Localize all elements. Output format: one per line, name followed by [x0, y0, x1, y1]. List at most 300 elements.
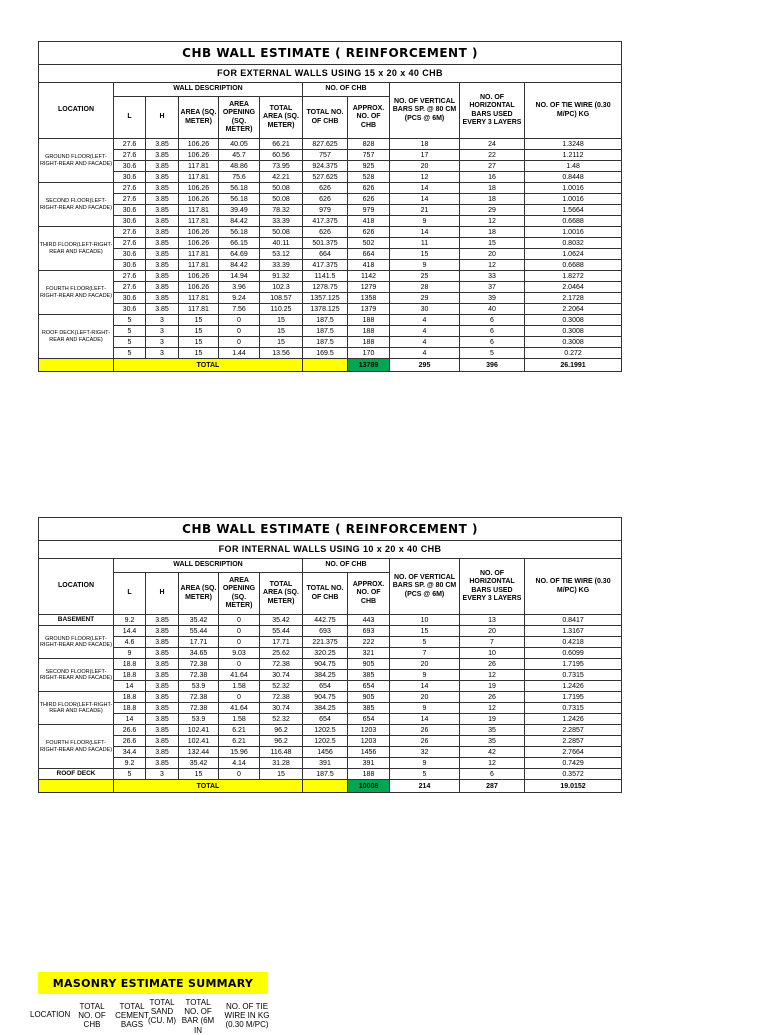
height-cell: 3.85: [146, 692, 179, 703]
table-row: [39, 172, 622, 183]
summary-sand-header: TOTAL SAND (CU. M): [148, 998, 176, 1026]
area-cell: 53.9: [179, 681, 219, 692]
area-cell: 35.42: [179, 758, 219, 769]
tie-wire-cell: 1.0016: [525, 194, 622, 205]
total-no-chb-cell: 417.375: [303, 260, 348, 271]
location-header: LOCATION: [39, 559, 114, 615]
area-opening-cell: 84.42: [219, 260, 260, 271]
total-no-chb-cell: 979: [303, 205, 348, 216]
height-cell: 3.85: [146, 150, 179, 161]
area-opening-cell: 7.56: [219, 304, 260, 315]
area-cell: 35.42: [179, 615, 219, 626]
horizontal-bars-cell: 19: [460, 714, 525, 725]
tie-wire-cell: 0.7315: [525, 670, 622, 681]
area-opening-cell: 9.03: [219, 648, 260, 659]
area-cell: 132.44: [179, 747, 219, 758]
approx-no-chb-cell: 1142: [348, 271, 390, 282]
length-cell: 14: [114, 714, 146, 725]
horizontal-bars-cell: 27: [460, 161, 525, 172]
table-row: [39, 205, 622, 216]
approx-no-chb-cell: 654: [348, 714, 390, 725]
area-opening-cell: 45.7: [219, 150, 260, 161]
area-opening-cell: 4.14: [219, 758, 260, 769]
tie-wire-header: NO. OF TIE WIRE (0.30 M/PC) KG: [525, 83, 622, 139]
total-no-chb-header: TOTAL NO. OF CHB: [303, 97, 348, 139]
horizontal-bars-cell: 22: [460, 150, 525, 161]
total-no-chb-cell: 924.375: [303, 161, 348, 172]
vertical-bars-cell: 25: [390, 271, 460, 282]
approx-no-chb-cell: 321: [348, 648, 390, 659]
height-cell: 3.85: [146, 758, 179, 769]
summary-title: MASONRY ESTIMATE SUMMARY: [38, 972, 268, 994]
height-cell: 3.85: [146, 703, 179, 714]
approx-no-chb-header: APPROX. NO. OF CHB: [348, 573, 390, 615]
area-cell: 72.38: [179, 659, 219, 670]
approx-no-chb-cell: 188: [348, 326, 390, 337]
total-area-cell: 102.3: [260, 282, 303, 293]
approx-no-chb-cell: 757: [348, 150, 390, 161]
internal-walls-section: [38, 517, 621, 793]
area-cell: 15: [179, 769, 219, 780]
area-cell: 106.26: [179, 194, 219, 205]
horizontal-bars-cell: 5: [460, 348, 525, 359]
location-cell: GROUND FLOOR(LEFT-RIGHT-REAR AND FACADE): [39, 139, 114, 183]
area-opening-cell: 0: [219, 315, 260, 326]
vertical-bars-cell: 9: [390, 703, 460, 714]
table-body: [39, 139, 622, 359]
vertical-bars-cell: 14: [390, 714, 460, 725]
vertical-bars-cell: 10: [390, 615, 460, 626]
length-cell: 27.6: [114, 227, 146, 238]
total-no-chb-cell: 391: [303, 758, 348, 769]
area-cell: 117.81: [179, 293, 219, 304]
area-cell: 117.81: [179, 304, 219, 315]
vertical-bars-cell: 14: [390, 681, 460, 692]
table-title: CHB WALL ESTIMATE ( REINFORCEMENT ): [39, 518, 622, 541]
height-cell: 3.85: [146, 659, 179, 670]
summary-cement-header: TOTAL CEMENT BAGS: [115, 1002, 149, 1030]
area-opening-cell: 3.96: [219, 282, 260, 293]
length-cell: 30.6: [114, 260, 146, 271]
area-cell: 15: [179, 315, 219, 326]
table-row: [39, 681, 622, 692]
vertical-bars-cell: 17: [390, 150, 460, 161]
approx-no-chb-cell: 391: [348, 758, 390, 769]
no-of-chb-header: NO. OF CHB: [303, 83, 390, 97]
horizontal-bars-cell: 26: [460, 659, 525, 670]
length-header: L: [114, 573, 146, 615]
tie-wire-cell: 0.272: [525, 348, 622, 359]
total-area-cell: 31.28: [260, 758, 303, 769]
length-cell: 27.6: [114, 238, 146, 249]
area-opening-header: AREA OPENING (SQ. METER): [219, 573, 260, 615]
vertical-bars-cell: 15: [390, 249, 460, 260]
length-cell: 27.6: [114, 271, 146, 282]
total-horizontal-bars: 396: [460, 359, 525, 372]
tie-wire-cell: 2.1728: [525, 293, 622, 304]
total-no-chb-cell: 693: [303, 626, 348, 637]
vertical-bars-cell: 5: [390, 769, 460, 780]
location-cell: BASEMENT: [39, 615, 114, 626]
area-opening-cell: 56.18: [219, 194, 260, 205]
area-cell: 106.26: [179, 150, 219, 161]
area-cell: 72.38: [179, 670, 219, 681]
total-no-chb-cell: 1357.125: [303, 293, 348, 304]
table-row: [39, 626, 622, 637]
total-area-cell: 33.39: [260, 216, 303, 227]
tie-wire-cell: 0.6099: [525, 648, 622, 659]
tie-wire-cell: 1.2426: [525, 714, 622, 725]
horizontal-bars-cell: 6: [460, 315, 525, 326]
horizontal-bars-cell: 12: [460, 703, 525, 714]
tie-wire-cell: 1.0016: [525, 183, 622, 194]
area-opening-cell: 14.94: [219, 271, 260, 282]
horizontal-bars-cell: 29: [460, 205, 525, 216]
length-cell: 14: [114, 681, 146, 692]
total-no-chb-cell: 1141.5: [303, 271, 348, 282]
vertical-bars-cell: 20: [390, 659, 460, 670]
total-no-chb-header: TOTAL NO. OF CHB: [303, 573, 348, 615]
height-cell: 3.85: [146, 747, 179, 758]
table-row: [39, 648, 622, 659]
total-no-chb-cell: 904.75: [303, 692, 348, 703]
total-no-chb-cell: 654: [303, 714, 348, 725]
length-cell: 4.6: [114, 637, 146, 648]
approx-no-chb-cell: 1279: [348, 282, 390, 293]
area-cell: 15: [179, 348, 219, 359]
approx-no-chb-header: APPROX. NO. OF CHB: [348, 97, 390, 139]
total-area-cell: 50.08: [260, 227, 303, 238]
area-cell: 117.81: [179, 216, 219, 227]
table-row: [39, 282, 622, 293]
tie-wire-cell: 2.0464: [525, 282, 622, 293]
tie-wire-header: NO. OF TIE WIRE (0.30 M/PC) KG: [525, 559, 622, 615]
height-cell: 3.85: [146, 637, 179, 648]
vertical-bars-header: NO. OF VERTICAL BARS SP. @ 80 CM (PCS @ 6M): [390, 83, 460, 139]
table-row: [39, 337, 622, 348]
length-cell: 27.6: [114, 139, 146, 150]
horizontal-bars-cell: 26: [460, 692, 525, 703]
total-no-chb-cell: 187.5: [303, 769, 348, 780]
approx-no-chb-cell: 385: [348, 670, 390, 681]
area-opening-cell: 0: [219, 659, 260, 670]
tie-wire-cell: 0.3008: [525, 326, 622, 337]
location-cell: SECOND FLOOR(LEFT-RIGHT-REAR AND FACADE): [39, 183, 114, 227]
table-row: [39, 183, 622, 194]
area-cell: 117.81: [179, 260, 219, 271]
tie-wire-cell: 0.3008: [525, 315, 622, 326]
height-cell: 3.85: [146, 304, 179, 315]
height-cell: 3.85: [146, 139, 179, 150]
area-opening-cell: 41.64: [219, 670, 260, 681]
height-cell: 3.85: [146, 194, 179, 205]
horizontal-bars-cell: 39: [460, 293, 525, 304]
table-row: [39, 227, 622, 238]
wall-description-header: WALL DESCRIPTION: [114, 83, 303, 97]
vertical-bars-cell: 32: [390, 747, 460, 758]
horizontal-bars-cell: 35: [460, 736, 525, 747]
area-cell: 106.26: [179, 271, 219, 282]
vertical-bars-cell: 4: [390, 337, 460, 348]
height-cell: 3.85: [146, 183, 179, 194]
length-cell: 30.6: [114, 304, 146, 315]
total-area-header: TOTAL AREA (SQ. METER): [260, 97, 303, 139]
length-cell: 5: [114, 348, 146, 359]
total-area-cell: 78.32: [260, 205, 303, 216]
area-opening-header: AREA OPENING (SQ. METER): [219, 97, 260, 139]
total-area-cell: 13.56: [260, 348, 303, 359]
area-cell: 34.65: [179, 648, 219, 659]
table-subtitle: FOR EXTERNAL WALLS USING 15 x 20 x 40 CHB: [39, 65, 622, 83]
height-cell: 3: [146, 326, 179, 337]
height-cell: 3: [146, 348, 179, 359]
vertical-bars-cell: 4: [390, 326, 460, 337]
area-opening-cell: 66.15: [219, 238, 260, 249]
total-no-chb-cell: 169.5: [303, 348, 348, 359]
tie-wire-cell: 0.8417: [525, 615, 622, 626]
total-area-cell: 110.25: [260, 304, 303, 315]
total-horizontal-bars: 287: [460, 780, 525, 793]
length-cell: 26.6: [114, 736, 146, 747]
table-row: [39, 758, 622, 769]
horizontal-bars-cell: 20: [460, 626, 525, 637]
tie-wire-cell: 1.2112: [525, 150, 622, 161]
total-vertical-bars: 295: [390, 359, 460, 372]
total-area-cell: 30.74: [260, 670, 303, 681]
total-vertical-bars: 214: [390, 780, 460, 793]
area-cell: 53.9: [179, 714, 219, 725]
table-row: [39, 216, 622, 227]
total-no-chb-cell: 1378.125: [303, 304, 348, 315]
length-cell: 5: [114, 315, 146, 326]
height-cell: 3: [146, 337, 179, 348]
horizontal-bars-cell: 18: [460, 227, 525, 238]
approx-no-chb-cell: 502: [348, 238, 390, 249]
length-cell: 26.6: [114, 725, 146, 736]
vertical-bars-cell: 9: [390, 216, 460, 227]
location-cell: ROOF DECK: [39, 769, 114, 780]
summary-chb-header: TOTAL NO. OF CHB: [78, 1002, 106, 1030]
approx-no-chb-cell: 528: [348, 172, 390, 183]
table-row: [39, 659, 622, 670]
length-cell: 18.8: [114, 692, 146, 703]
height-cell: 3.85: [146, 282, 179, 293]
vertical-bars-cell: 26: [390, 725, 460, 736]
length-cell: 30.6: [114, 172, 146, 183]
total-area-cell: 53.12: [260, 249, 303, 260]
approx-no-chb-cell: 170: [348, 348, 390, 359]
approx-no-chb-cell: 664: [348, 249, 390, 260]
area-opening-cell: 1.58: [219, 714, 260, 725]
table-row: [39, 326, 622, 337]
area-opening-cell: 6.21: [219, 736, 260, 747]
total-row: [39, 359, 622, 372]
total-no-chb-cell: 384.25: [303, 703, 348, 714]
area-opening-cell: 15.96: [219, 747, 260, 758]
area-opening-cell: 0: [219, 337, 260, 348]
area-cell: 102.41: [179, 736, 219, 747]
location-header: LOCATION: [39, 83, 114, 139]
approx-no-chb-cell: 222: [348, 637, 390, 648]
total-area-cell: 35.42: [260, 615, 303, 626]
external-walls-section: [38, 41, 621, 372]
location-cell: THIRD FLOOR(LEFT-RIGHT-REAR AND FACADE): [39, 227, 114, 271]
area-opening-cell: 0: [219, 637, 260, 648]
tie-wire-cell: 2.2857: [525, 736, 622, 747]
length-cell: 30.6: [114, 249, 146, 260]
total-row: [39, 780, 622, 793]
area-cell: 15: [179, 326, 219, 337]
total-area-cell: 15: [260, 326, 303, 337]
total-area-header: TOTAL AREA (SQ. METER): [260, 573, 303, 615]
vertical-bars-cell: 5: [390, 637, 460, 648]
table-row: [39, 249, 622, 260]
approx-no-chb-cell: 385: [348, 703, 390, 714]
summary-bar-header: TOTAL NO. OF BAR (6M IN: [181, 998, 215, 1035]
total-no-chb-cell: 626: [303, 194, 348, 205]
table-row: [39, 150, 622, 161]
horizontal-bars-header: NO. OF HORIZONTAL BARS USED EVERY 3 LAYERS: [460, 559, 525, 615]
total-no-chb-cell: 626: [303, 183, 348, 194]
total-no-chb-cell: 757: [303, 150, 348, 161]
tie-wire-cell: 0.6688: [525, 216, 622, 227]
table-row: [39, 315, 622, 326]
total-area-cell: 50.08: [260, 194, 303, 205]
height-cell: 3.85: [146, 293, 179, 304]
total-area-cell: 108.57: [260, 293, 303, 304]
approx-no-chb-cell: 418: [348, 216, 390, 227]
length-cell: 30.6: [114, 205, 146, 216]
horizontal-bars-cell: 19: [460, 681, 525, 692]
height-header: H: [146, 97, 179, 139]
table-row: [39, 637, 622, 648]
vertical-bars-cell: 21: [390, 205, 460, 216]
total-no-chb-cell: 1202.5: [303, 725, 348, 736]
length-cell: 30.6: [114, 161, 146, 172]
external-walls-table: [38, 41, 622, 372]
table-row: [39, 194, 622, 205]
area-opening-cell: 56.18: [219, 183, 260, 194]
vertical-bars-cell: 29: [390, 293, 460, 304]
vertical-bars-cell: 9: [390, 758, 460, 769]
horizontal-bars-header: NO. OF HORIZONTAL BARS USED EVERY 3 LAYERS: [460, 83, 525, 139]
length-cell: 18.8: [114, 703, 146, 714]
tie-wire-cell: 1.0016: [525, 227, 622, 238]
height-cell: 3.85: [146, 615, 179, 626]
area-opening-cell: 75.6: [219, 172, 260, 183]
total-no-chb-cell: 1278.75: [303, 282, 348, 293]
approx-no-chb-cell: 626: [348, 194, 390, 205]
height-cell: 3.85: [146, 227, 179, 238]
horizontal-bars-cell: 20: [460, 249, 525, 260]
tie-wire-cell: 2.2857: [525, 725, 622, 736]
table-row: [39, 769, 622, 780]
length-cell: 30.6: [114, 216, 146, 227]
total-no-chb-cell: 1202.5: [303, 736, 348, 747]
horizontal-bars-cell: 6: [460, 337, 525, 348]
area-cell: 106.26: [179, 238, 219, 249]
location-cell: FOURTH FLOOR(LEFT-RIGHT-REAR AND FACADE): [39, 725, 114, 769]
table-row: [39, 139, 622, 150]
vertical-bars-cell: 9: [390, 670, 460, 681]
length-cell: 27.6: [114, 150, 146, 161]
horizontal-bars-cell: 18: [460, 194, 525, 205]
horizontal-bars-cell: 12: [460, 670, 525, 681]
height-cell: 3.85: [146, 736, 179, 747]
horizontal-bars-cell: 42: [460, 747, 525, 758]
table-row: [39, 703, 622, 714]
location-cell: GROUND FLOOR(LEFT-RIGHT-REAR AND FACADE): [39, 626, 114, 659]
vertical-bars-cell: 15: [390, 626, 460, 637]
total-area-cell: 15: [260, 315, 303, 326]
approx-no-chb-cell: 828: [348, 139, 390, 150]
summary-tie-wire-header: NO. OF TIE WIRE IN KG (0.30 M/PC): [224, 1002, 270, 1030]
total-no-chb-cell: 626: [303, 227, 348, 238]
table-row: [39, 293, 622, 304]
total-no-chb-cell: 187.5: [303, 315, 348, 326]
total-no-chb-cell: 654: [303, 681, 348, 692]
approx-no-chb-cell: 1456: [348, 747, 390, 758]
tie-wire-cell: 0.4218: [525, 637, 622, 648]
horizontal-bars-cell: 33: [460, 271, 525, 282]
table-row: [39, 161, 622, 172]
vertical-bars-cell: 20: [390, 161, 460, 172]
height-cell: 3.85: [146, 216, 179, 227]
table-row: [39, 615, 622, 626]
approx-no-chb-cell: 443: [348, 615, 390, 626]
length-cell: 18.8: [114, 659, 146, 670]
location-cell: ROOF DECK(LEFT-RIGHT-REAR AND FACADE): [39, 315, 114, 359]
vertical-bars-cell: 4: [390, 348, 460, 359]
table-row: [39, 747, 622, 758]
length-cell: 9.2: [114, 758, 146, 769]
length-cell: 30.6: [114, 293, 146, 304]
location-cell: FOURTH FLOOR(LEFT-RIGHT-REAR AND FACADE): [39, 271, 114, 315]
horizontal-bars-cell: 12: [460, 260, 525, 271]
length-cell: 18.8: [114, 670, 146, 681]
approx-no-chb-cell: 188: [348, 769, 390, 780]
tie-wire-cell: 0.8032: [525, 238, 622, 249]
table-row: [39, 260, 622, 271]
tie-wire-cell: 2.7664: [525, 747, 622, 758]
approx-no-chb-cell: 1379: [348, 304, 390, 315]
horizontal-bars-cell: 12: [460, 216, 525, 227]
total-no-chb-cell: 1456: [303, 747, 348, 758]
tie-wire-cell: 1.0624: [525, 249, 622, 260]
area-cell: 72.38: [179, 692, 219, 703]
horizontal-bars-cell: 13: [460, 615, 525, 626]
table-row: [39, 238, 622, 249]
height-cell: 3: [146, 769, 179, 780]
summary-header-row: [30, 998, 280, 1035]
approx-no-chb-cell: 905: [348, 659, 390, 670]
total-area-cell: 55.44: [260, 626, 303, 637]
area-cell: 117.81: [179, 161, 219, 172]
length-cell: 14.4: [114, 626, 146, 637]
approx-no-chb-cell: 188: [348, 315, 390, 326]
area-opening-cell: 0: [219, 626, 260, 637]
approx-no-chb-cell: 1203: [348, 736, 390, 747]
area-opening-cell: 41.64: [219, 703, 260, 714]
tie-wire-cell: 1.7195: [525, 659, 622, 670]
height-cell: 3.85: [146, 714, 179, 725]
total-area-cell: 33.39: [260, 260, 303, 271]
vertical-bars-cell: 26: [390, 736, 460, 747]
total-no-chb-cell: 187.5: [303, 326, 348, 337]
approx-no-chb-cell: 905: [348, 692, 390, 703]
height-cell: 3.85: [146, 648, 179, 659]
horizontal-bars-cell: 7: [460, 637, 525, 648]
